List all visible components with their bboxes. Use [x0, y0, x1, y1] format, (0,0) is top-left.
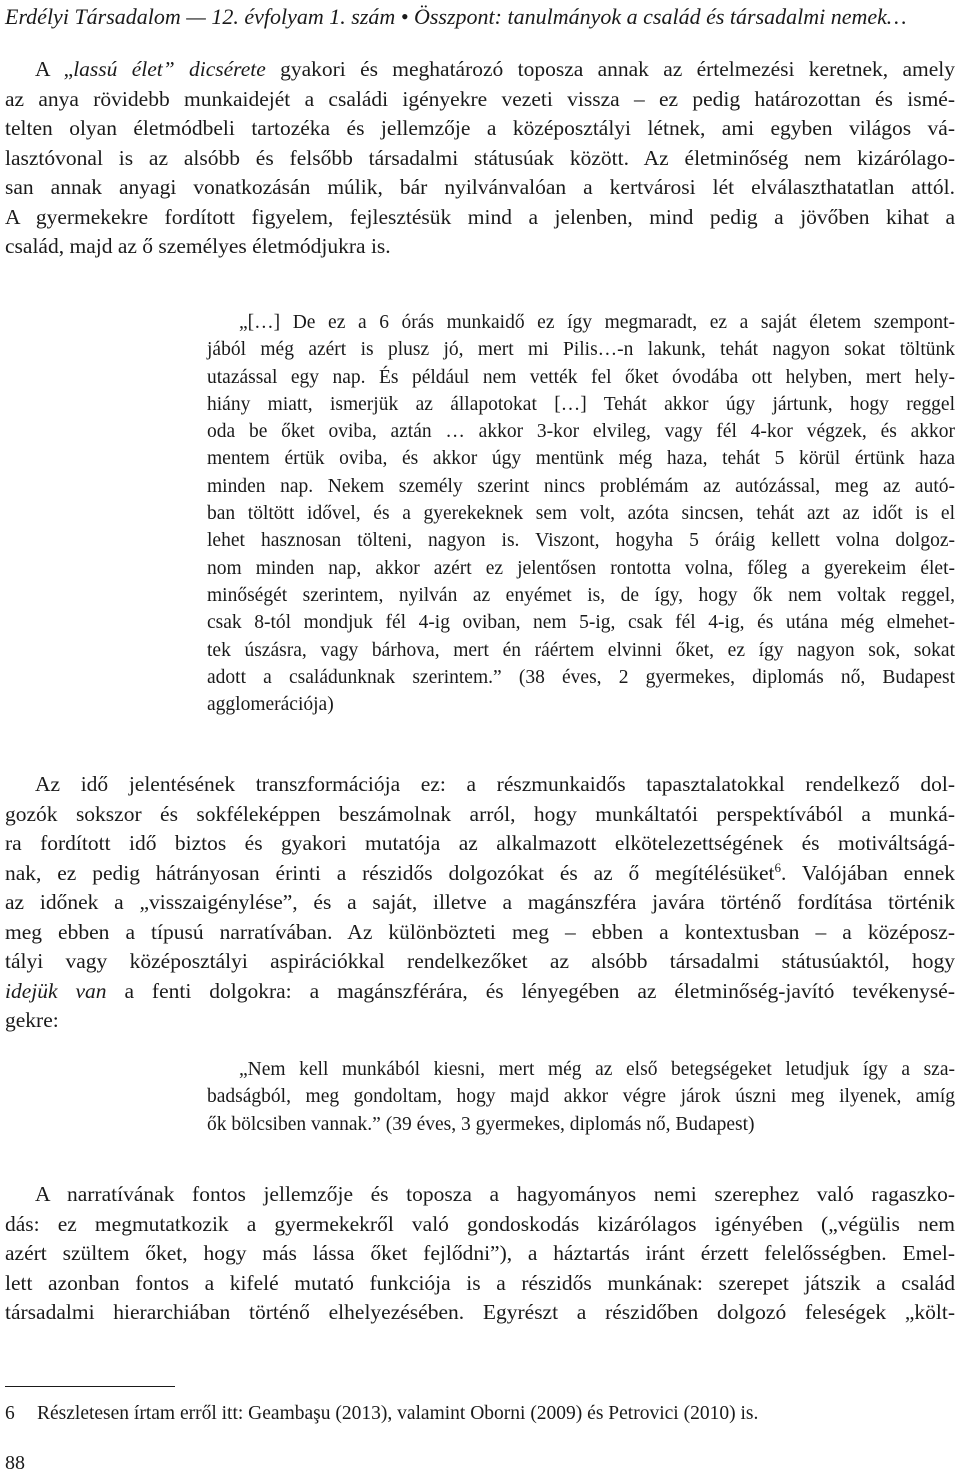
text-line: telten olyan életmódbeli tartozéka és jellemzője a középosztályi létnek, ami egyben világos vá-	[5, 116, 955, 140]
quote-line: hiány miatt, ismerjük az állapotokat […] Tehát akkor úgy jártunk, hogy reggel	[207, 393, 955, 415]
text-line: idejük van a fenti dolgokra: a magánszférára, és lényegében az életminőség-javító tevékenysé-	[5, 978, 956, 1003]
text-line: A narratívának fontos jellemzője és toposza a hagyományos nemi szerephez való ragaszko-	[35, 1182, 955, 1206]
text-line: nak, ez pedig hátrányosan érinti a részidős dolgozókat és az ő megítélésüket$^6$. Valójában ennek	[5, 859, 955, 885]
text-line: az időnek a „visszaigénylése”, és a saját, illetve a magánszféra javára történő fordítása történik	[5, 890, 955, 914]
text-line: az anya rövidebb munkaidejét a családi igényekre vezeti vissza – ez pedig határozottan és ismé-	[5, 86, 955, 111]
footnote-divider	[5, 1386, 175, 1387]
page-number: 88	[5, 1452, 25, 1474]
paragraph-2	[5, 770, 955, 1036]
quote-line: ők bölcsiben vannak.” (39 éves, 3 gyermekes, diplomás nő, Budapest)	[207, 1113, 755, 1135]
paragraph-3	[5, 1180, 955, 1328]
footnote-number: 6	[5, 1403, 15, 1424]
quote-line: csak 8-tól mondjuk fél 4-ig oviban, nem 5-ig, csak fél 4-ig, és utána még elmehet-	[207, 612, 955, 634]
text-line: lasztóvonal is az alsóbb és felsőbb társadalmi státusúak között. Az életminőség nem kizárólago-	[5, 145, 955, 170]
quote-line: oda be őket oviba, aztán … akkor 3-kor elvileg, vagy fél 4-kor végzek, és akkor	[207, 421, 955, 443]
quote-line: lehet hasznosan tölteni, nagyon is. Viszont, hogyha 5 óráig kellett volna dolgoz-	[207, 530, 955, 552]
text-line: Az idő jelentésének transzformációja ez: a részmunkaidős tapasztalatokkal rendelkező dol-	[35, 772, 955, 796]
quote-line: „Nem kell munkából kiesni, mert még az első betegségeket letudjuk így a sza-	[239, 1059, 955, 1080]
text-line: ra fordított idő biztos és gyakori mutatója az alkalmazott elkötelezettségének és motiváltságá-	[5, 831, 955, 855]
quote-line: adott a családunknak szerintem.” (38 éves, 2 gyermekes, diplomás nő, Budapest	[207, 666, 955, 688]
text-line: meg ebben a típusú narratívában. Az különbözteti meg – ebben a kontextusban – a középosz-	[5, 919, 955, 944]
quote-line: mentem értük oviba, és akkor úgy mentünk még haza, tehát 5 körül értünk haza	[207, 448, 955, 470]
text-line: tályi vagy középosztályi aspirációkkal rendelkezőket az alsóbb társadalmi státusúaktól, hogy	[5, 949, 955, 973]
quote-line: „[…] De ez a 6 órás munkaidő ez így megmaradt, ez a saját életem szempont-	[239, 312, 955, 333]
block-quote-2	[207, 1056, 955, 1138]
quote-line: ban töltött idővel, és a gyerekeknek sem volt, azóta sincsen, tehát azt az időt is el	[207, 503, 955, 525]
quote-line: utazással egy nap. És például nem vették fel őket óvodába ott helyben, mert hely-	[207, 366, 955, 388]
text-line: család, majd az ő személyes életmódjukra is.	[5, 234, 391, 258]
text-line: társadalmi hierarchiában történő elhelyezésében. Egyrészt a részidőben dolgozó feleségek „költ-	[5, 1300, 955, 1324]
text-line: lett azonban fontos a kifelé mutató funkciója is a részidős munkának: szerepet játszik a család	[5, 1270, 955, 1295]
text-line: gozók sokszor és sokféleképpen beszámolnak arról, hogy munkáltatói perspektívából a munká-	[5, 801, 955, 826]
quote-line: minden nap. Nekem személy szerint nincs problémám az autózással, meg az autó-	[207, 475, 955, 497]
quote-line: badságból, meg gondoltam, hogy majd akkor végre járok úszni meg ilyenek, amíg	[207, 1086, 955, 1108]
text-line: azért szültem őket, hogy más lássa őket fejlődni”), a háztartás iránt érzett felelősségben. Emel-	[5, 1241, 955, 1265]
text-line: dás: ez megmutatkozik a gyermekekről való gondoskodás kizárólagos igényében („végülis nem	[5, 1211, 955, 1236]
quote-line: minőségét szerintem, nyilván az enyémet is, de így, hogy ők nem voltak reggel,	[207, 584, 955, 606]
footnote-text: Részletesen írtam erről itt: Geambaşu (2013), valamint Oborni (2009) és Petrovici (2010) is.	[37, 1403, 759, 1424]
footnote	[5, 1400, 955, 1428]
running-header: Erdélyi Társadalom — 12. évfolyam 1. szám • Összpont: tanulmányok a család és társadalmi nemek…	[5, 4, 907, 29]
block-quote-1	[207, 309, 955, 718]
text-line: san annak anyagi vonatkozásán múlik, bár nyilvánvalóan a kertvárosi lét elválaszthatatlan attól.	[5, 175, 955, 199]
quote-line: jából még azért is plusz jó, mert mi Pilis…-n lakunk, tehát nagyon sokat töltünk	[207, 339, 955, 361]
quote-line: nom minden nap, akkor azért ez jelentősen rontotta volna, főleg a gyerekeim élet-	[207, 557, 955, 579]
quote-line: tek úszásra, vagy bárhova, mert én ráértem elvinni őket, ez így nagyon sok, sokat	[207, 639, 955, 661]
text-line: A „lassú élet” dicsérete gyakori és meghatározó toposza annak az értelmezési keretnek, amely	[35, 57, 955, 81]
text-line: gekre:	[5, 1008, 59, 1032]
text-line: A gyermekekre fordított figyelem, fejlesztésük mind a jelenben, mind pedig a jövőben kihat a	[5, 204, 955, 229]
quote-line: agglomerációja)	[207, 694, 334, 716]
paragraph-1	[5, 55, 955, 262]
